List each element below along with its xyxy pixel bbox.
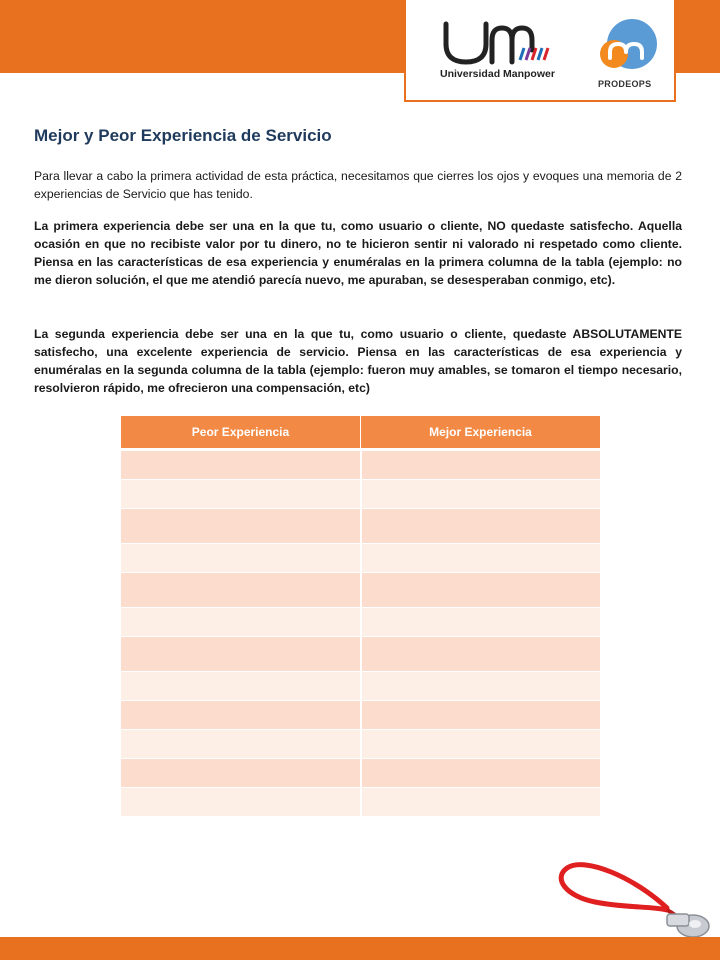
logo-box (404, 0, 676, 102)
intro-paragraph: Para llevar a cabo la primera actividad de esta práctica, necesitamos que cierres los ojos y evoques una memoria de 2 experiencias de Servicio que has tenido. (34, 169, 682, 201)
table-row (121, 450, 600, 480)
whistle-icon (555, 848, 715, 940)
worst-cell[interactable] (121, 450, 361, 480)
footer-band (0, 937, 720, 960)
worst-cell[interactable] (121, 759, 361, 788)
worst-cell[interactable] (121, 788, 361, 817)
table-row (121, 637, 600, 672)
page-title: Mejor y Peor Experiencia de Servicio (34, 126, 332, 145)
worst-cell[interactable] (121, 672, 361, 701)
best-cell[interactable] (361, 573, 601, 608)
best-cell[interactable] (361, 759, 601, 788)
table-row (121, 608, 600, 637)
best-cell[interactable] (361, 730, 601, 759)
table-row (121, 509, 600, 544)
best-cell[interactable] (361, 672, 601, 701)
best-cell[interactable] (361, 544, 601, 573)
best-cell[interactable] (361, 608, 601, 637)
column-header-best: Mejor Experiencia (361, 416, 601, 450)
university-name: Universidad Manpower (440, 68, 555, 80)
worst-cell[interactable] (121, 573, 361, 608)
table-row (121, 759, 600, 788)
table-row (121, 544, 600, 573)
experience-table (121, 416, 600, 817)
best-cell[interactable] (361, 480, 601, 509)
worst-cell[interactable] (121, 730, 361, 759)
second-experience-paragraph: La segunda experiencia debe ser una en la que tu, como usuario o cliente, quedaste ABSOLUTAMENTE satisfecho, una excelente experiencia de servicio. Piensa en las características de esa experiencia y enuméralas en la segunda columna de la tabla (ejemplo: fueron muy amables, se tomaron el tiempo necesario, resolvieron rápido, me ofrecieron una compensación, etc) (34, 327, 682, 395)
column-header-worst: Peor Experiencia (121, 416, 361, 450)
best-cell[interactable] (361, 509, 601, 544)
worst-cell[interactable] (121, 637, 361, 672)
first-experience-paragraph: La primera experiencia debe ser una en la que tu, como usuario o cliente, NO quedaste satisfecho. Aquella ocasión en que no recibiste valor por tu dinero, no te hicieron sentir ni valorado ni respetado como cliente. Piensa en las características de esa experiencia y enuméralas en la primera columna de la tabla (ejemplo: no me dieron solución, el que me atendió parecía nuevo, me apuraban, se desesperaban conmigo, etc). (34, 219, 682, 287)
table-row (121, 573, 600, 608)
best-cell[interactable] (361, 637, 601, 672)
best-cell[interactable] (361, 788, 601, 817)
worst-cell[interactable] (121, 608, 361, 637)
worst-cell[interactable] (121, 544, 361, 573)
table-row (121, 672, 600, 701)
worst-cell[interactable] (121, 509, 361, 544)
worst-cell[interactable] (121, 701, 361, 730)
table-row (121, 730, 600, 759)
table-row (121, 701, 600, 730)
table-row (121, 480, 600, 509)
table-row (121, 788, 600, 817)
best-cell[interactable] (361, 450, 601, 480)
best-cell[interactable] (361, 701, 601, 730)
worst-cell[interactable] (121, 480, 361, 509)
prodeops-name: PRODEOPS (598, 79, 652, 89)
table-header-row (121, 416, 600, 450)
